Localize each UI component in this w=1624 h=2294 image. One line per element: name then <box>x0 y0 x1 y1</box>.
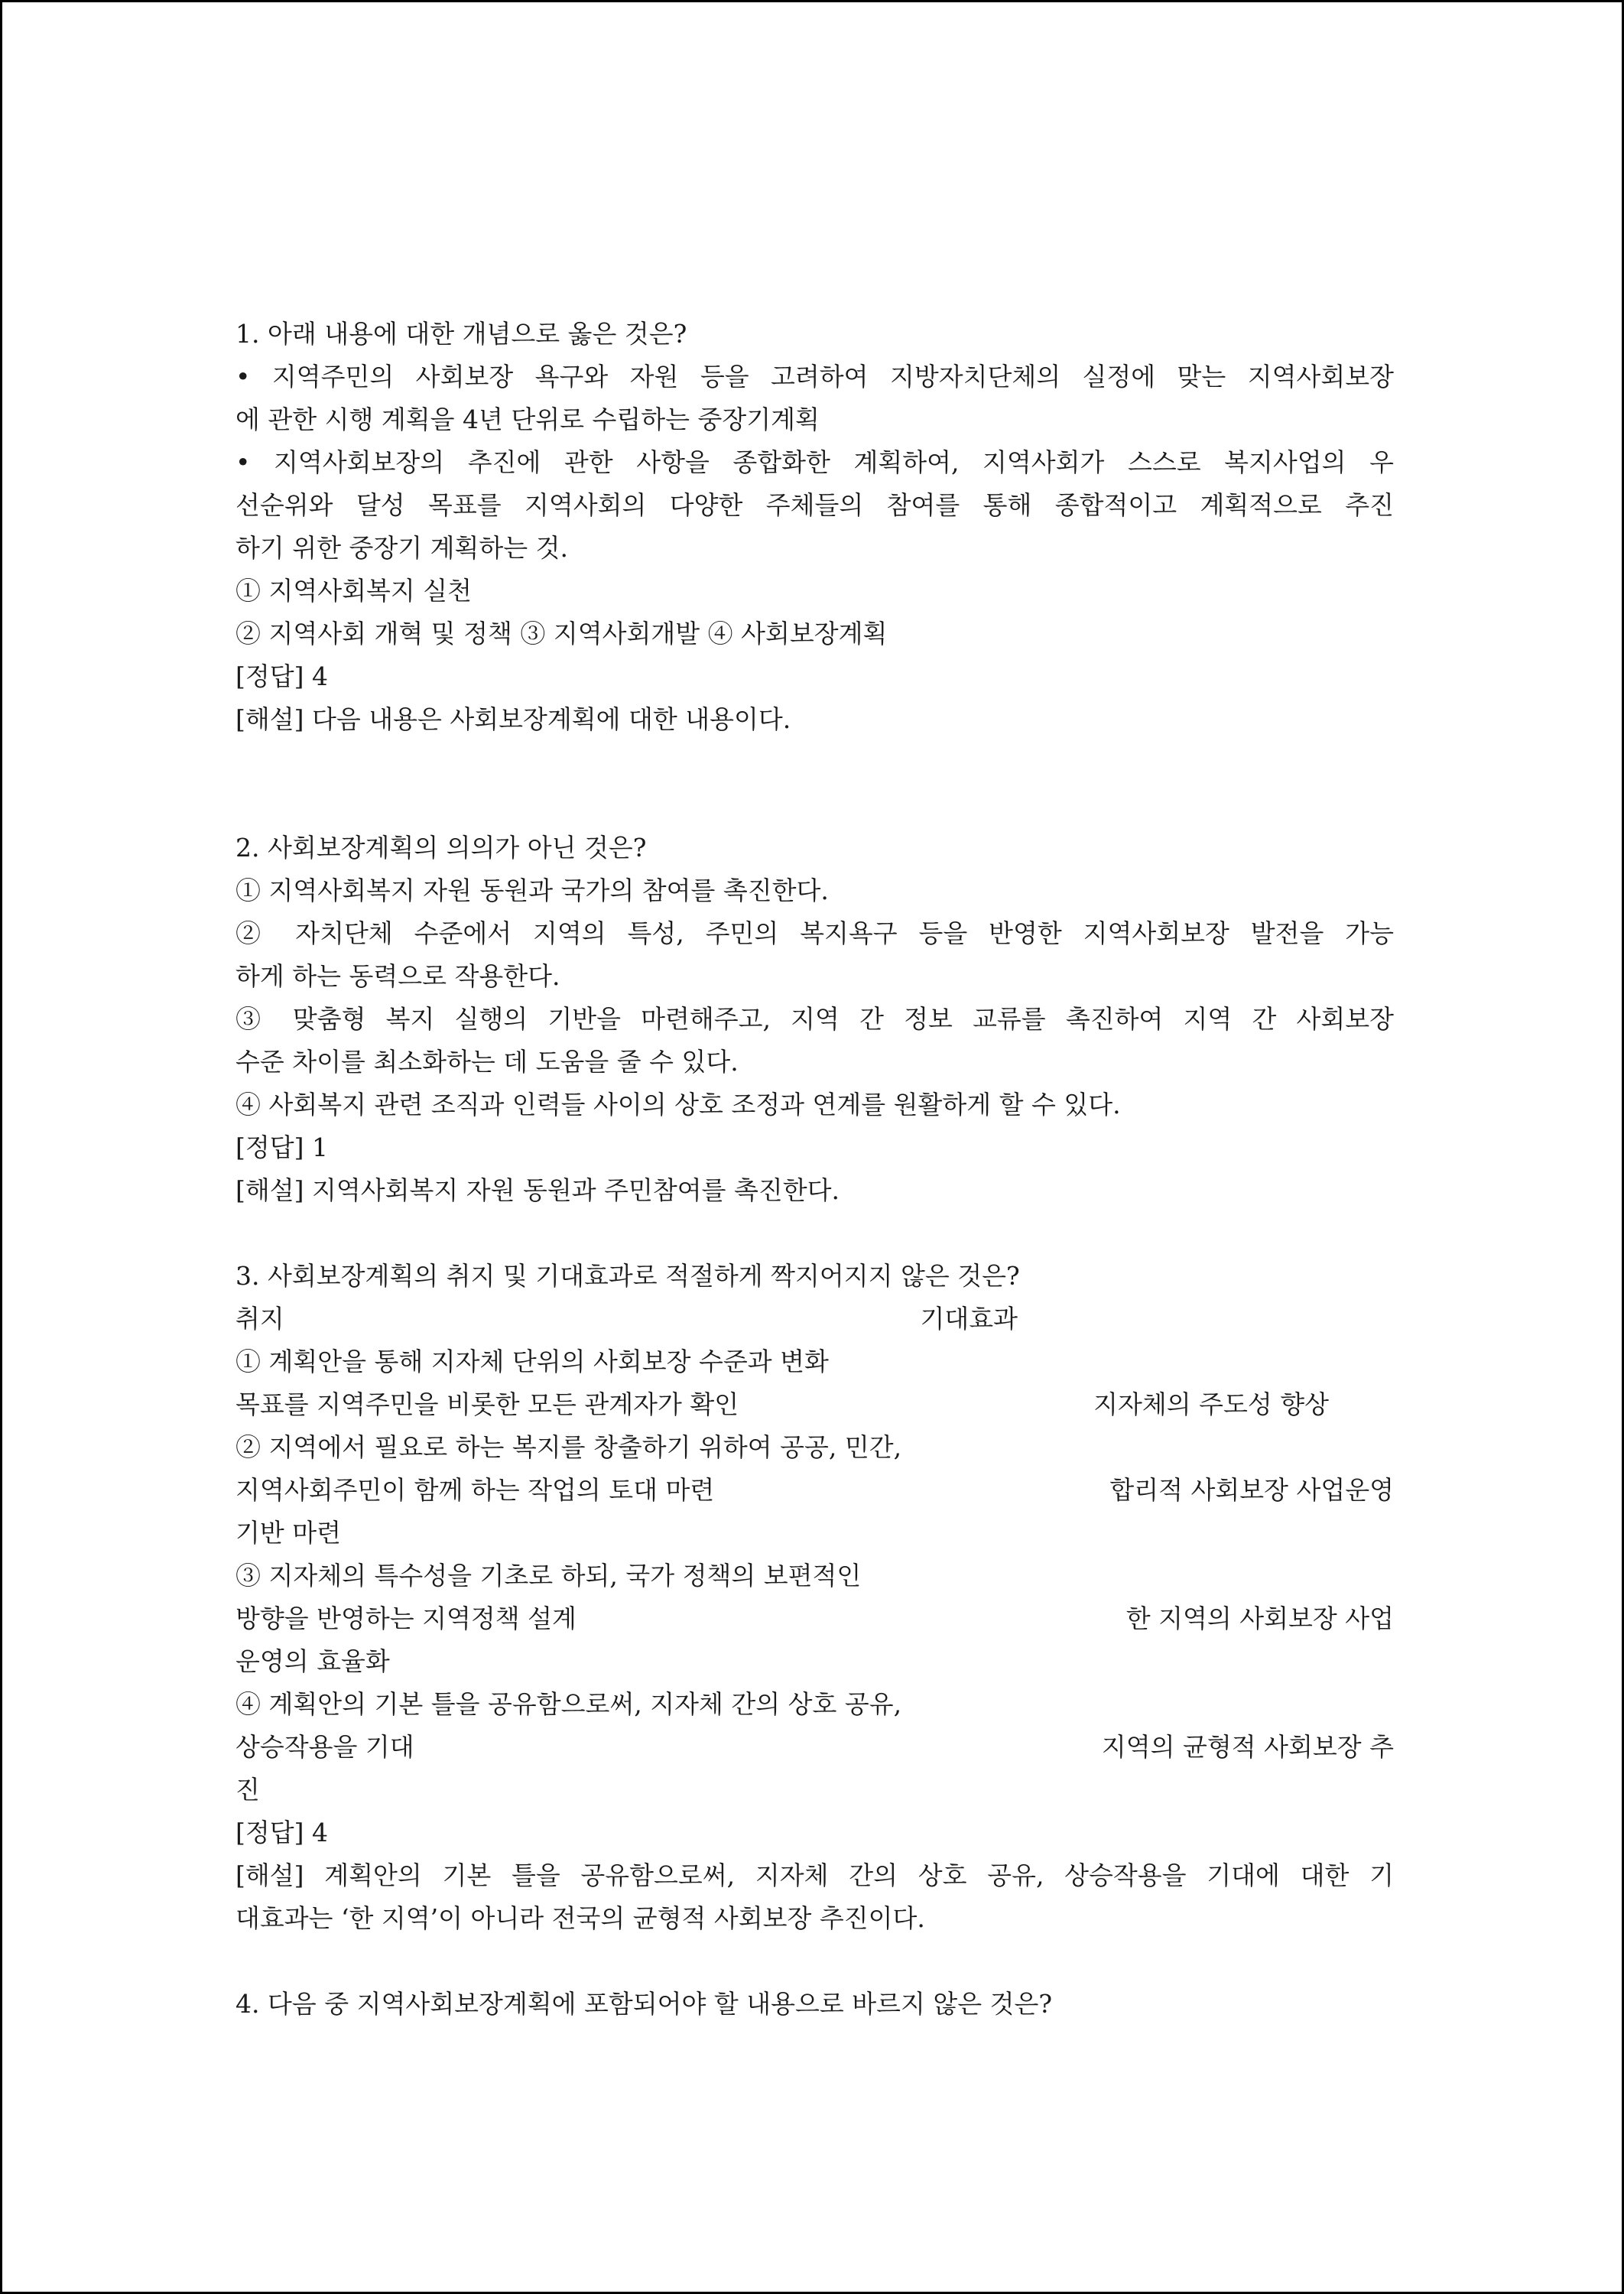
q1-bullet1-line2: 에 관한 시행 계획을 4년 단위로 수립하는 중장기계획 <box>235 405 820 434</box>
spacer <box>235 741 1394 784</box>
q1-bullet1-line1: • 지역주민의 사회보장 욕구와 자원 등을 고려하여 지방자치단체의 실정에 맞는 지역사회보장 <box>235 362 1394 392</box>
q1-question: 1. 아래 내용에 대한 개념으로 옳은 것은? <box>235 319 687 349</box>
q2-option-1: ① 지역사회복지 자원 동원과 국가의 참여를 촉진한다. <box>235 876 829 905</box>
q3-row4-line2 <box>235 1726 1394 1769</box>
q3-row1-purpose: 목표를 지역주민을 비롯한 모든 관계자가 확인 <box>235 1389 739 1419</box>
q4-question: 4. 다음 중 지역사회보장계획에 포함되어야 할 내용으로 바르지 않은 것은? <box>235 1989 1053 2019</box>
q1-bullet2-line3: 하기 위한 중장기 계획하는 것. <box>235 533 568 563</box>
spacer <box>235 784 1394 827</box>
q3-row4-line3: 진 <box>235 1775 260 1805</box>
spacer <box>235 1940 1394 1983</box>
q3-row1-line1: ① 계획안을 통해 지자체 단위의 사회보장 수준과 변화 <box>235 1347 829 1376</box>
q1-options-2-4: ② 지역사회 개혁 및 정책 ③ 지역사회개발 ④ 사회보장계획 <box>235 619 888 648</box>
q3-table-header <box>235 1298 1394 1340</box>
q3-row4-effect: 지역의 균형적 사회보장 추 <box>1101 1732 1394 1762</box>
q1-option-1: ① 지역사회복지 실천 <box>235 576 473 606</box>
q1-bullet2-line1: • 지역사회보장의 추진에 관한 사항을 종합화한 계획하여, 지역사회가 스스로 복지사업의 우 <box>235 447 1394 477</box>
q3-row3-line1: ③ 지자체의 특수성을 기초로 하되, 국가 정책의 보편적인 <box>235 1561 862 1591</box>
q3-row3-purpose: 방향을 반영하는 지역정책 설계 <box>235 1604 577 1633</box>
q3-row4-purpose: 상승작용을 기대 <box>235 1732 414 1762</box>
q2-option-3-line1: ③ 맞춤형 복지 실행의 기반을 마련해주고, 지역 간 정보 교류를 촉진하여 지역 간 사회보장 <box>235 1004 1394 1034</box>
q3-row3-effect: 한 지역의 사회보장 사업 <box>1125 1604 1394 1633</box>
q3-question: 3. 사회보장계획의 취지 및 기대효과로 적절하게 짝지어지지 않은 것은? <box>235 1261 1020 1291</box>
q3-row2-line3: 기반 마련 <box>235 1518 342 1548</box>
spacer <box>235 1212 1394 1255</box>
q3-row3-line3: 운영의 효율화 <box>235 1646 390 1676</box>
q3-explanation-line1: [해설] 계획안의 기본 틀을 공유함으로써, 지자체 간의 상호 공유, 상승작용을 기대에 대한 기 <box>235 1860 1394 1890</box>
q2-answer: [정답] 1 <box>235 1132 328 1162</box>
q3-row2-purpose: 지역사회주민이 함께 하는 작업의 토대 마련 <box>235 1475 715 1505</box>
q2-option-4: ④ 사회복지 관련 조직과 인력들 사이의 상호 조정과 연계를 원활하게 할 수 있다. <box>235 1090 1121 1119</box>
q3-row1-line2 <box>235 1383 1394 1426</box>
q3-row1-effect: 지자체의 주도성 향상 <box>1093 1389 1329 1419</box>
q2-question: 2. 사회보장계획의 의의가 아닌 것은? <box>235 833 647 863</box>
q1-explanation: [해설] 다음 내용은 사회보장계획에 대한 내용이다. <box>235 704 791 734</box>
q3-header-effect: 기대효과 <box>920 1304 1018 1334</box>
q3-explanation-line2: 대효과는 ‘한 지역’이 아니라 전국의 균형적 사회보장 추진이다. <box>235 1903 925 1933</box>
q3-row3-line2 <box>235 1597 1394 1640</box>
q1-answer: [정답] 4 <box>235 661 328 691</box>
q1-bullet2-line2: 선순위와 달성 목표를 지역사회의 다양한 주체들의 참여를 통해 종합적이고 계획적으로 추진 <box>235 490 1394 520</box>
q3-row2-line1: ② 지역에서 필요로 하는 복지를 창출하기 위하여 공공, 민간, <box>235 1432 902 1462</box>
q3-header-purpose: 취지 <box>235 1304 284 1334</box>
document-body <box>235 313 1394 2026</box>
q3-row2-line2 <box>235 1469 1394 1512</box>
q2-option-2-line2: 하게 하는 동력으로 작용한다. <box>235 961 560 991</box>
q3-answer: [정답] 4 <box>235 1818 328 1847</box>
q2-option-3-line2: 수준 차이를 최소화하는 데 도움을 줄 수 있다. <box>235 1047 739 1077</box>
q2-option-2-line1: ② 자치단체 수준에서 지역의 특성, 주민의 복지욕구 등을 반영한 지역사회보장 발전을 가능 <box>235 918 1394 948</box>
q3-row4-line1: ④ 계획안의 기본 틀을 공유함으로써, 지자체 간의 상호 공유, <box>235 1689 902 1719</box>
q2-explanation: [해설] 지역사회복지 자원 동원과 주민참여를 촉진한다. <box>235 1175 840 1205</box>
q3-row2-effect: 합리적 사회보장 사업운영 <box>1109 1475 1394 1505</box>
